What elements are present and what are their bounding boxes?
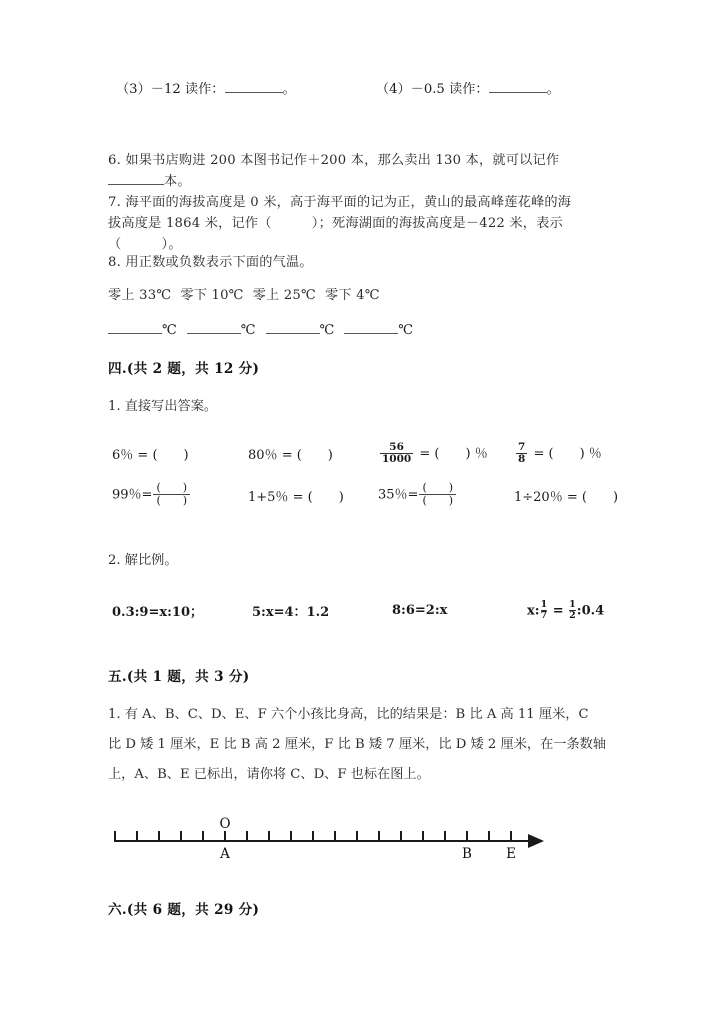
- section-5-problem-line-3: 上，A、B、E 已标出，请你将 C、D、F 也标在图上。: [108, 767, 430, 782]
- percent-item-3-tail: ％: [474, 446, 488, 462]
- proportion-item-4-lead: x:: [527, 603, 540, 619]
- proportion-item-4-eq: =: [552, 603, 564, 619]
- section-4-heading: 四.(共 2 题，共 12 分): [108, 361, 260, 377]
- proportion-item-4: [527, 600, 637, 622]
- number-line-tick: [312, 831, 314, 842]
- answer-fraction-blank-1[interactable]: [153, 482, 190, 508]
- percent-item-1-eq: =: [137, 448, 149, 464]
- number-line-label-E: E: [506, 846, 516, 862]
- percent-item-4-tail: ％: [588, 446, 602, 462]
- unit-celsius-1: ℃: [162, 323, 177, 338]
- unit-celsius-3: ℃: [319, 323, 335, 338]
- number-line-tick: [158, 831, 160, 842]
- fraction-denominator: 8: [518, 452, 526, 465]
- question-8-temperature-list: [108, 285, 616, 306]
- proportion-item-3: 8:6=2:x: [392, 603, 448, 619]
- number-line-arrowhead-icon: [528, 834, 544, 848]
- question-7-line-2: 拔高度是 1864 米，记作（ ）；死海湖面的海拔高度是－422 米，表示: [108, 216, 563, 231]
- temperature-answer-4: [344, 323, 413, 338]
- fill-in-item-3: [116, 82, 296, 97]
- number-line-tick: [114, 831, 116, 842]
- percent-item-4: [514, 442, 624, 466]
- number-line-tick: [488, 831, 490, 842]
- percent-item-2: [248, 444, 378, 463]
- answer-blank-4[interactable]: [489, 81, 547, 93]
- answer-blank-3[interactable]: [225, 81, 283, 93]
- number-line-tick: [224, 831, 226, 842]
- fraction-7-over-8: [516, 442, 527, 466]
- percent-item-8-left: 1÷20％: [514, 489, 563, 505]
- number-line-tick: [334, 831, 336, 842]
- section-5-problem-line-1: 1. 有 A、B、C、D、E、F 六个小孩比身高，比的结果是：B 比 A 高 11 厘米，C: [108, 707, 589, 722]
- answer-paren-2[interactable]: ( ): [296, 448, 333, 464]
- unit-celsius-2: ℃: [240, 323, 256, 338]
- number-line-diagram: [108, 808, 568, 872]
- answer-paren-denominator[interactable]: ( ): [419, 494, 456, 508]
- number-line-label-O: O: [219, 816, 231, 832]
- unit-celsius-4: ℃: [398, 323, 414, 338]
- answer-blank-q6[interactable]: [108, 173, 164, 185]
- number-line-tick: [356, 831, 358, 842]
- question-8: [108, 252, 616, 273]
- percent-item-6: [248, 486, 378, 505]
- percent-item-7-left: 35％: [378, 487, 408, 503]
- answer-paren-denominator[interactable]: ( ): [153, 494, 190, 508]
- answer-blank-temp-3[interactable]: [266, 322, 320, 334]
- proportion-item-2: 5:x=4：1.2: [252, 605, 330, 621]
- section-5-problem-line-2: 比 D 矮 1 厘米，E 比 B 高 2 厘米，F 比 B 矮 7 厘米，比 D 矮 2 厘米，在一条数轴: [108, 737, 607, 752]
- number-line-tick: [378, 831, 380, 842]
- fraction-denominator: 7: [540, 609, 548, 621]
- percent-item-6-left: 1+5％: [248, 489, 289, 505]
- fill-in-item-3-prefix: （3）－12 读作：: [116, 82, 225, 97]
- answer-fraction-blank-2[interactable]: [419, 482, 456, 508]
- answer-paren-numerator[interactable]: ( ): [422, 480, 454, 494]
- answer-blank-temp-1[interactable]: [108, 322, 162, 334]
- section-4-sub-question-1: 1. 直接写出答案。: [108, 399, 218, 414]
- section-4-sub-question-2: 2. 解比例。: [108, 553, 178, 568]
- percent-item-5: [112, 482, 248, 508]
- fraction-numerator: 7: [518, 440, 526, 453]
- section-5-heading: 五.(共 1 题，共 3 分): [108, 669, 250, 685]
- fraction-denominator: 1000: [382, 452, 412, 465]
- section-6-heading: 六.(共 6 题，共 29 分): [108, 902, 260, 918]
- number-line-tick: [136, 831, 138, 842]
- percent-item-4-eq: =: [533, 446, 545, 462]
- fill-in-item-4-suffix: 。: [546, 82, 560, 97]
- percent-item-5-left: 99％: [112, 487, 142, 503]
- number-line-tick: [246, 831, 248, 842]
- answer-paren-numerator[interactable]: ( ): [156, 480, 188, 494]
- temperature-item-4: 零下 4℃: [324, 288, 380, 303]
- percent-item-3: [378, 442, 514, 466]
- question-6: [108, 150, 616, 192]
- question-7-line-3: （ ）。: [108, 237, 182, 252]
- fraction-numerator: 1: [540, 598, 548, 610]
- fill-in-item-3-suffix: 。: [282, 82, 296, 97]
- answer-blank-temp-4[interactable]: [344, 322, 398, 334]
- number-line-label-A: A: [220, 846, 230, 862]
- temperature-answer-2: [187, 323, 256, 338]
- percent-item-2-left: 80％: [248, 448, 278, 464]
- proportion-exercise-row: [112, 600, 632, 622]
- number-line-tick: [444, 831, 446, 842]
- proportion-item-4-tail: :0.4: [576, 603, 605, 619]
- fill-in-item-4: [376, 80, 560, 100]
- fraction-numerator: 1: [569, 598, 576, 610]
- question-6-line-2: [108, 171, 616, 192]
- percent-item-1-left: 6％: [112, 448, 134, 464]
- answer-blank-temp-2[interactable]: [187, 322, 241, 334]
- temperature-item-2: 零下 10℃: [180, 288, 244, 303]
- temperature-item-3: 零上 25℃: [252, 288, 316, 303]
- temperature-item-1: 零上 33℃: [108, 288, 172, 303]
- number-line-tick: [202, 831, 204, 842]
- section-5-problem: [108, 700, 616, 790]
- answer-paren-1[interactable]: ( ): [152, 448, 189, 464]
- percent-item-7-eq: =: [407, 487, 419, 503]
- question-7: [108, 192, 616, 255]
- percent-item-8: [514, 486, 624, 505]
- answer-paren-8[interactable]: ( ): [581, 489, 619, 505]
- question-8-prompt: 8. 用正数或负数表示下面的气温。: [108, 255, 313, 270]
- fraction-denominator: 2: [569, 609, 576, 621]
- temperature-answer-1: [108, 323, 177, 338]
- number-line-tick: [400, 831, 402, 842]
- number-line-tick: [510, 831, 512, 842]
- fraction-numerator: 56: [389, 440, 404, 453]
- fraction-1-over-7: [541, 600, 548, 622]
- question-7-line-1: 7. 海平面的海拔高度是 0 米，高于海平面的记为正，黄山的最高峰莲花峰的海: [108, 195, 572, 210]
- fill-in-item-4-prefix: （4）－0.5 读作：: [375, 82, 489, 97]
- percent-item-8-eq: =: [566, 489, 578, 505]
- proportion-item-1: 0.3:9=x:10；: [112, 605, 203, 621]
- answer-paren-4[interactable]: ( ): [548, 446, 585, 462]
- percent-item-3-eq: =: [419, 446, 431, 462]
- number-line-tick: [268, 831, 270, 842]
- percent-exercise-row-1: [112, 442, 632, 466]
- percent-exercise-row-2: [112, 482, 632, 508]
- percent-item-6-eq: =: [292, 489, 304, 505]
- percent-item-1: [112, 444, 248, 463]
- number-line-tick: [466, 831, 468, 842]
- question-6-line-1: 6. 如果书店购进 200 本图书记作＋200 本，那么卖出 130 本，就可以记作: [108, 153, 560, 168]
- answer-paren-3[interactable]: ( ): [434, 446, 471, 462]
- fraction-56-over-1000: [380, 442, 413, 466]
- answer-paren-6[interactable]: ( ): [307, 489, 344, 505]
- number-line-tick: [422, 831, 424, 842]
- percent-item-2-eq: =: [281, 448, 293, 464]
- fill-in-row-3-4: [116, 80, 636, 100]
- percent-item-5-eq: =: [141, 487, 153, 503]
- percent-item-7: [378, 482, 514, 508]
- fraction-1-over-2: [569, 600, 576, 622]
- temperature-answer-3: [266, 323, 335, 338]
- question-8-answer-blanks: [108, 322, 616, 338]
- number-line-label-B: B: [462, 846, 472, 862]
- number-line-tick: [180, 831, 182, 842]
- number-line-tick: [290, 831, 292, 842]
- question-6-line-2-suffix: 本。: [164, 174, 191, 189]
